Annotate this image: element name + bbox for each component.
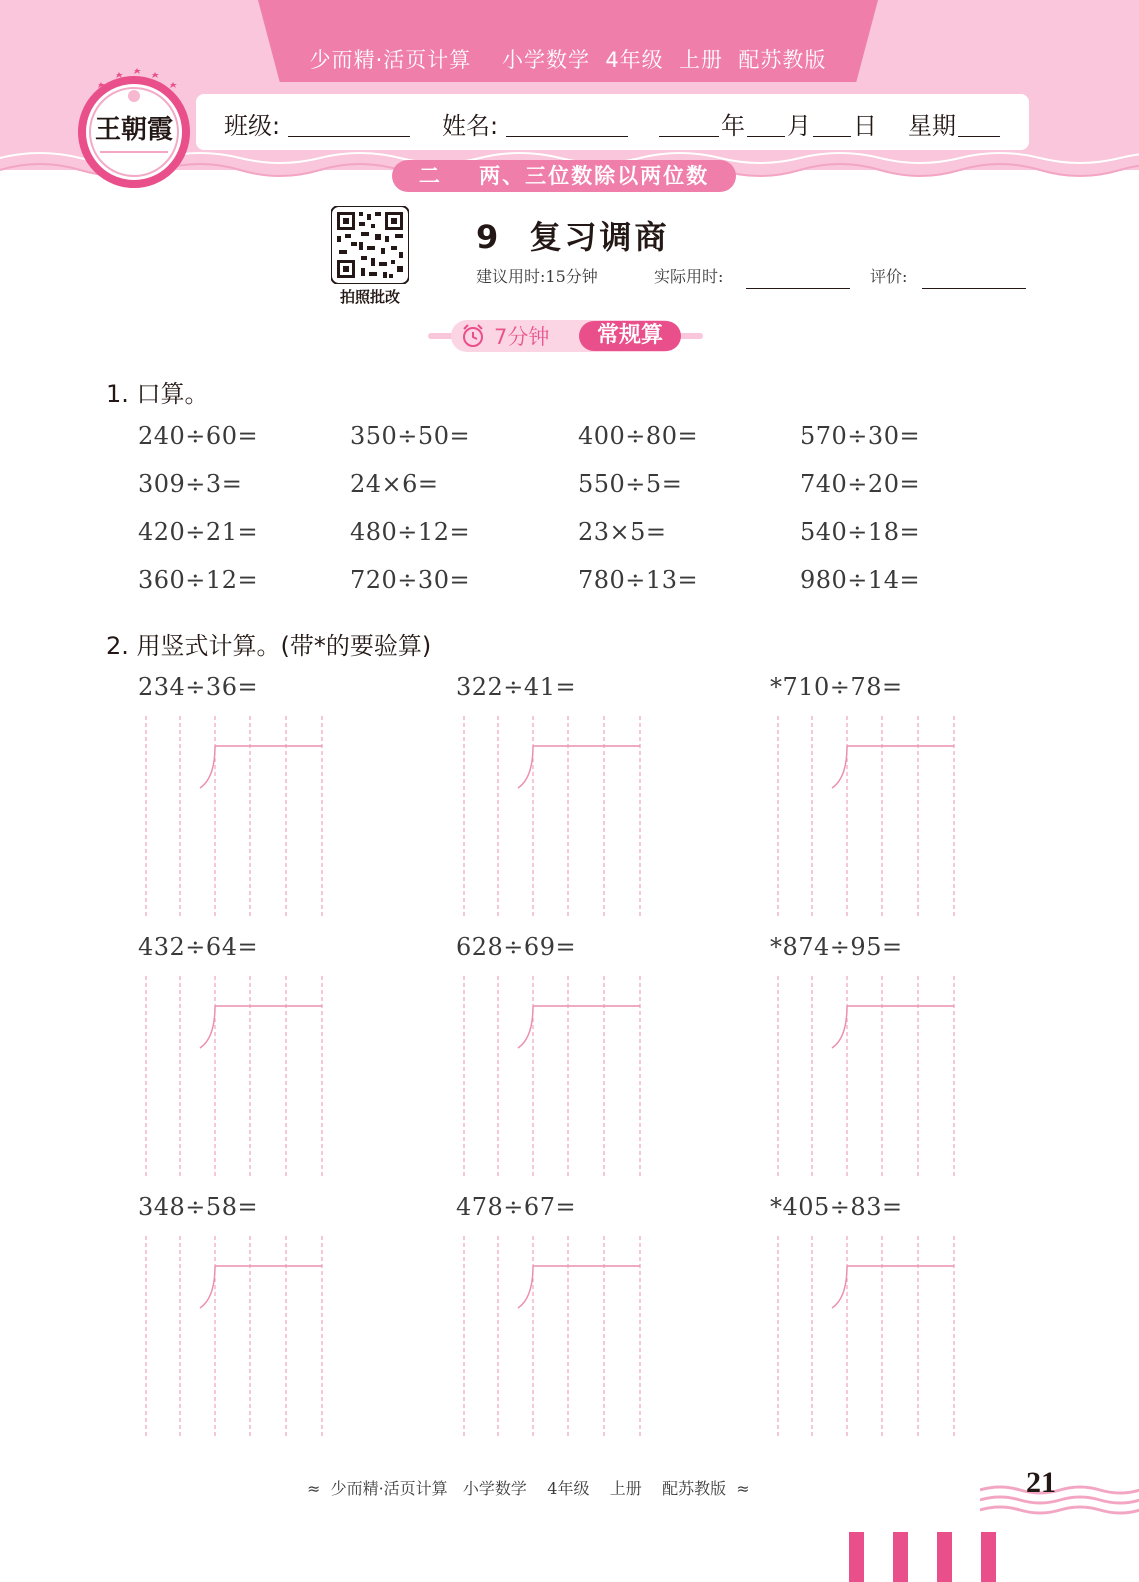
- oral-item: 720÷30=: [350, 566, 471, 594]
- actual-time-field[interactable]: [746, 288, 850, 289]
- oral-item: 740÷20=: [800, 470, 921, 498]
- division-work-grid[interactable]: [456, 976, 646, 1176]
- oral-item: 420÷21=: [138, 518, 259, 546]
- class-label: 班级:: [224, 112, 281, 140]
- written-problem: *874÷95=: [770, 933, 903, 961]
- oral-item: 400÷80=: [578, 422, 699, 450]
- oral-item: 24×6=: [350, 470, 439, 498]
- oral-item: 350÷50=: [350, 422, 471, 450]
- actual-time-label: 实际用时:: [654, 267, 724, 286]
- division-work-grid[interactable]: [138, 1236, 328, 1436]
- timer-duration: 7分钟: [494, 325, 550, 349]
- division-work-grid[interactable]: [138, 976, 328, 1176]
- weekday-label: 星期: [908, 112, 956, 140]
- year-label: 年: [721, 112, 745, 140]
- page-number: 21: [1026, 1466, 1056, 1499]
- qr-label: 拍照批改: [339, 288, 400, 306]
- q1-title: 1. 口算。: [106, 380, 209, 408]
- oral-item: 240÷60=: [138, 422, 259, 450]
- oral-item: 309÷3=: [138, 470, 243, 498]
- division-work-grid[interactable]: [138, 716, 328, 916]
- written-problem: *710÷78=: [770, 673, 903, 701]
- month-field[interactable]: [747, 108, 785, 137]
- day-field[interactable]: [813, 108, 851, 137]
- oral-item: 570÷30=: [800, 422, 921, 450]
- oral-item: 23×5=: [578, 518, 667, 546]
- qr-code-icon[interactable]: [331, 206, 409, 284]
- lesson-title: 9 复习调商: [476, 218, 670, 256]
- weekday-field[interactable]: [958, 108, 1000, 137]
- day-label: 日: [853, 112, 877, 140]
- timer-tag: 常规算: [579, 321, 681, 351]
- division-work-grid[interactable]: [770, 1236, 960, 1436]
- footer-bar: [981, 1532, 996, 1582]
- oral-item: 980÷14=: [800, 566, 921, 594]
- evaluation-field[interactable]: [922, 288, 1026, 289]
- suggested-time: 建议用时:15分钟: [476, 267, 598, 286]
- division-work-grid[interactable]: [770, 976, 960, 1176]
- division-work-grid[interactable]: [456, 716, 646, 916]
- alarm-clock-icon: [461, 323, 485, 349]
- header-title: 少而精·活页计算 小学数学 4年级 上册 配苏教版: [309, 48, 827, 72]
- class-field[interactable]: [288, 108, 410, 137]
- footer-bar: [893, 1532, 908, 1582]
- footer-bar: [937, 1532, 952, 1582]
- q2-title: 2. 用竖式计算。(带*的要验算): [106, 632, 432, 660]
- footer-bar: [849, 1532, 864, 1582]
- evaluation-label: 评价:: [870, 267, 908, 286]
- month-label: 月: [787, 112, 811, 140]
- footer-waves: [980, 1482, 1139, 1522]
- written-problem: 432÷64=: [138, 933, 259, 961]
- division-work-grid[interactable]: [456, 1236, 646, 1436]
- oral-item: 360÷12=: [138, 566, 259, 594]
- oral-item: 780÷13=: [578, 566, 699, 594]
- written-problem: 348÷58=: [138, 1193, 259, 1221]
- written-problem: 628÷69=: [456, 933, 577, 961]
- year-field[interactable]: [659, 108, 719, 137]
- written-problem: 478÷67=: [456, 1193, 577, 1221]
- name-field[interactable]: [506, 108, 628, 137]
- oral-item: 540÷18=: [800, 518, 921, 546]
- name-label: 姓名:: [442, 112, 499, 140]
- footer-text: ≈ 少而精·活页计算 小学数学 4年级 上册 配苏教版 ≈: [307, 1479, 750, 1498]
- oral-item: 550÷5=: [578, 470, 683, 498]
- division-work-grid[interactable]: [770, 716, 960, 916]
- written-problem: 322÷41=: [456, 673, 577, 701]
- logo-text: 王朝霞: [94, 115, 174, 145]
- chapter-banner: 二 两、三位数除以两位数: [392, 160, 736, 192]
- oral-item: 480÷12=: [350, 518, 471, 546]
- written-problem: *405÷83=: [770, 1193, 903, 1221]
- written-problem: 234÷36=: [138, 673, 259, 701]
- brand-logo: [78, 66, 190, 188]
